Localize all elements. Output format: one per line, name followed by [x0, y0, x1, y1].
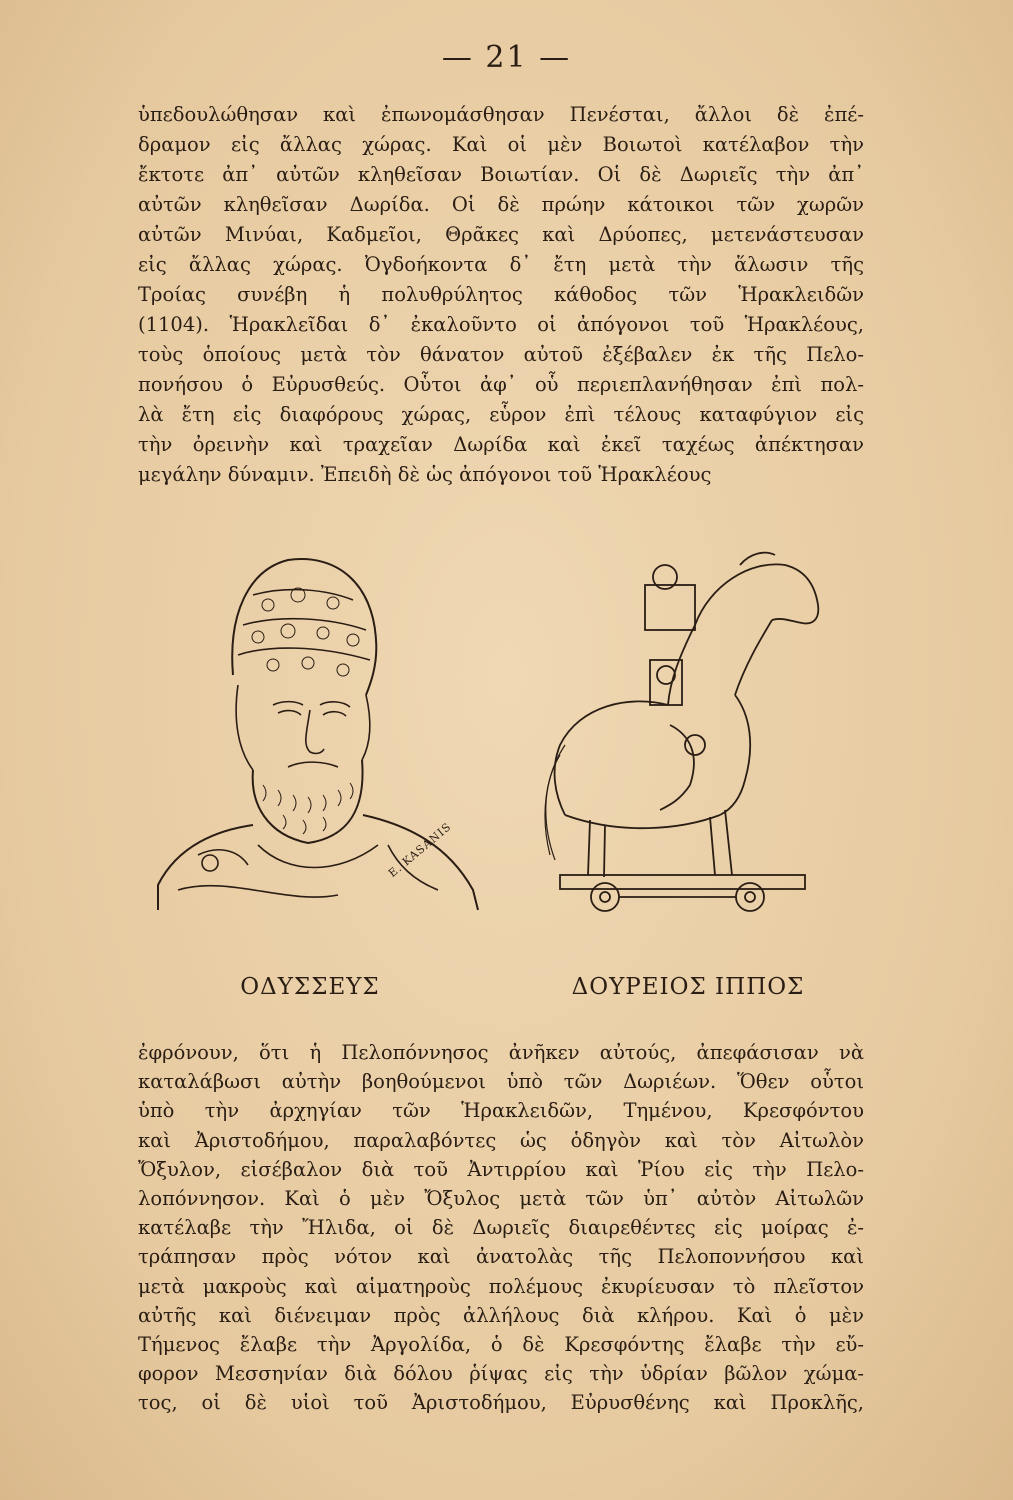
text-line: λὰ ἔτη εἰς διαφόρους χώρας, εὗρον ἐπὶ τέλους καταφύγιον εἰς — [138, 403, 864, 426]
text-line: δραμον εἰς ἄλλας χώρας. Καὶ οἱ μὲν Βοιωτοὶ κατέλαβον τὴν — [138, 133, 864, 156]
top-paragraph — [138, 100, 864, 490]
text-line: φορον Μεσσηνίαν διὰ δόλου ῥίψας εἰς τὴν ὑδρίαν βῶλον χώμα- — [138, 1362, 864, 1386]
text-line: τὴν ὀρεινὴν καὶ τραχεῖαν Δωρίδα καὶ ἐκεῖ ταχέως ἀπέκτησαν — [138, 433, 864, 456]
text-line: ἔκτοτε ἀπ᾽ αὐτῶν κληθεῖσαν Βοιωτίαν. Οἱ δὲ Δωριεῖς τὴν ἀπ᾽ — [138, 163, 864, 186]
page-number: — 21 — — [441, 40, 572, 75]
trojan-horse-caption: ΔΟΥΡΕΙΟΣ ΙΠΠΟΣ — [571, 974, 805, 1000]
text-line: καὶ Ἀριστοδήμου, παραλαβόντες ὡς ὁδηγὸν καὶ τὸν Αἰτωλὸν — [138, 1128, 864, 1152]
text-line: (1104). Ἡρακλεῖδαι δ᾽ ἐκαλοῦντο οἱ ἀπόγονοι τοῦ Ἡρακλέους, — [138, 313, 864, 336]
text-line: τος, οἱ δὲ υἱοὶ τοῦ Ἀριστοδήμου, Εὐρυσθένης καὶ Προκλῆς, — [138, 1391, 864, 1415]
text-line: εἰς ἄλλας χώρας. Ὀγδοήκοντα δ᾽ ἔτη μετὰ τὴν ἅλωσιν τῆς — [138, 253, 864, 276]
odysseus-caption: ΟΔΥΣΣΕΥΣ — [240, 974, 380, 1000]
text-line: κατέλαβε τὴν Ἤλιδα, οἱ δὲ Δωριεῖς διαιρεθέντες εἰς μοίρας ἐ- — [138, 1216, 864, 1240]
trojan-horse-drawing — [520, 545, 880, 915]
text-line: ὑπεδουλώθησαν καὶ ἐπωνομάσθησαν Πενέσται, ἄλλοι δὲ ἐπέ- — [138, 103, 864, 126]
text-line: Τήμενος ἔλαβε τὴν Ἀργολίδα, ὁ δὲ Κρεσφόντης ἔλαβε τὴν εὔ- — [138, 1332, 864, 1356]
text-line: μετὰ μακροὺς καὶ αἱματηροὺς πολέμους ἐκυρίευσαν τὸ πλεῖστον — [138, 1274, 864, 1298]
odysseus-bust-drawing — [138, 545, 498, 915]
text-line: αὐτῶν Μινύαι, Καδμεῖοι, Θρᾶκες καὶ Δρύοπες, μετενάστευσαν — [138, 223, 864, 246]
engraver-signature: E. KASANIS — [386, 820, 454, 880]
text-line: Ὄξυλον, εἰσέβαλον διὰ τοῦ Ἀντιρρίου καὶ Ῥίου εἰς τὴν Πελο- — [138, 1157, 864, 1181]
text-line: λοπόννησον. Καὶ ὁ μὲν Ὄξυλος μετὰ τῶν ὑπ᾽ αὐτὸν Αἰτωλῶν — [138, 1186, 864, 1210]
text-line: αὐτῶν κληθεῖσαν Δωρίδα. Οἱ δὲ πρώην κάτοικοι τῶν χωρῶν — [138, 193, 864, 216]
text-line: καταλάβωσι αὐτὴν βοηθούμενοι ὑπὸ τῶν Δωριέων. Ὅθεν οὗτοι — [138, 1070, 864, 1094]
trojan-horse-illustration — [520, 545, 880, 915]
bottom-paragraph — [138, 1038, 864, 1417]
text-line: ἐφρόνουν, ὅτι ἡ Πελοπόννησος ἀνῆκεν αὐτούς, ἀπεφάσισαν νὰ — [138, 1041, 864, 1064]
odysseus-illustration — [138, 545, 498, 915]
text-line: ὑπὸ τὴν ἀρχηγίαν τῶν Ἡρακλειδῶν, Τημένου, Κρεσφόντου — [138, 1099, 864, 1123]
text-line: πονήσου ὁ Εὐρυσθεύς. Οὗτοι ἀφ᾽ οὗ περιεπλανήθησαν ἐπὶ πολ- — [138, 373, 864, 396]
text-line: τοὺς ὁποίους μετὰ τὸν θάνατον αὐτοῦ ἐξέβαλεν ἐκ τῆς Πελο- — [138, 343, 864, 366]
text-line: Τροίας συνέβη ἡ πολυθρύλητος κάθοδος τῶν Ἡρακλειδῶν — [138, 283, 864, 306]
text-line: τράπησαν πρὸς νότον καὶ ἀνατολὰς τῆς Πελοποννήσου καὶ — [138, 1245, 864, 1269]
text-line: μεγάλην δύναμιν. Ἐπειδὴ δὲ ὡς ἀπόγονοι τοῦ Ἡρακλέους — [138, 463, 712, 486]
text-line: αὐτῆς καὶ διένειμαν πρὸς ἀλλήλους διὰ κλήρου. Καὶ ὁ μὲν — [138, 1303, 864, 1327]
